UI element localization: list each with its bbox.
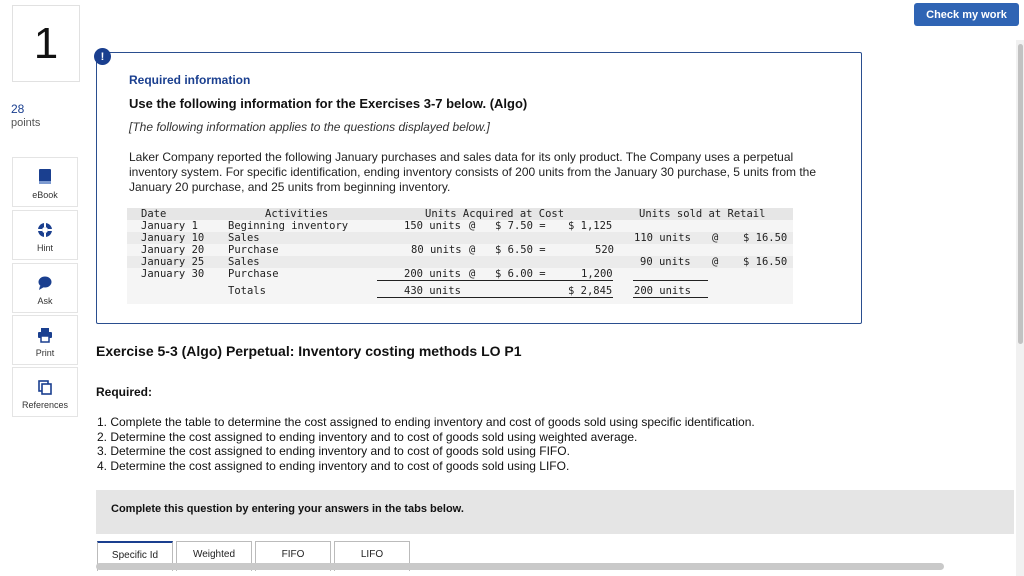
table-row-sold-at: @ — [712, 256, 719, 268]
header-activities: Activities — [265, 208, 329, 220]
table-row-activity: Beginning inventory — [228, 220, 349, 232]
table-row-sold-units: 90 units — [640, 256, 691, 268]
required-label: Required: — [96, 385, 153, 399]
table-row-acq-total: $ 1,125 — [568, 220, 613, 232]
references-label: References — [21, 400, 69, 410]
table-row-acq-total: 1,200 — [581, 268, 613, 280]
inventory-table — [127, 208, 793, 304]
lifebuoy-icon — [37, 221, 53, 239]
table-row-acq-cost: $ 6.00 = — [495, 268, 546, 280]
total-underline — [633, 297, 708, 298]
ebook-label: eBook — [32, 190, 58, 200]
points-label: points — [11, 117, 41, 129]
table-row-activity: Purchase — [228, 244, 279, 256]
table-row-acq-units: 150 units — [404, 220, 461, 232]
table-row-sold-at: @ — [712, 232, 719, 244]
table-row-sold-price: $ 16.50 — [743, 232, 788, 244]
table-row-sold-units: 110 units — [634, 232, 691, 244]
requirements-list — [97, 415, 755, 473]
table-row-acq-cost: $ 7.50 = — [495, 220, 546, 232]
points-value: 28 — [11, 102, 25, 116]
subtotal-underline — [633, 280, 708, 281]
table-row-activity: Purchase — [228, 268, 279, 280]
table-row-date: January 1 — [141, 220, 198, 232]
table-row-acq-at: @ — [469, 244, 476, 256]
complete-question-prompt: Complete this question by entering your answers in the tabs below. — [111, 503, 464, 515]
table-row-acq-cost: $ 6.50 = — [495, 244, 546, 256]
table-row-acq-at: @ — [469, 220, 476, 232]
totals-label: Totals — [228, 285, 266, 297]
table-row-acq-units: 200 units — [404, 268, 461, 280]
print-label: Print — [35, 348, 55, 358]
copy-files-icon — [37, 378, 53, 396]
tab-fifo[interactable]: FIFO — [255, 541, 331, 571]
total-underline — [377, 297, 613, 298]
subtotal-underline — [377, 280, 613, 281]
alert-badge: ! — [94, 48, 111, 65]
tab-specific-id[interactable]: Specific Id — [97, 541, 173, 571]
requirement-item: 2. Determine the cost assigned to ending inventory and to cost of goods sold using weighted average. — [97, 429, 638, 444]
exercise-title: Exercise 5-3 (Algo) Perpetual: Inventory costing methods LO P1 — [96, 343, 522, 359]
intro-paragraph: Laker Company reported the following January purchases and sales data for its only product. The Company uses a perpetual inventory system. For specific identification, ending inventory consists of 200 units from the January 30 purchase, 5 units from the January 20 purchase, and 25 units from beginning inventory. — [129, 150, 817, 194]
header-units-acquired: Units Acquired at Cost — [425, 208, 565, 220]
table-row-activity: Sales — [228, 232, 260, 244]
totals-acq-units: 430 units — [404, 285, 461, 297]
references-button[interactable] — [12, 367, 78, 417]
tab-weighted[interactable]: Weighted — [176, 541, 252, 571]
requirement-item: 4. Determine the cost assigned to ending inventory and to cost of goods sold using LIFO. — [97, 458, 570, 473]
print-button[interactable] — [12, 315, 78, 365]
question-number: 1 — [12, 5, 80, 82]
required-information-heading: Required information — [129, 73, 251, 87]
horizontal-scrollbar[interactable] — [96, 563, 944, 570]
table-row-date: January 20 — [141, 244, 205, 256]
table-row-activity: Sales — [228, 256, 260, 268]
requirement-item: 1. Complete the table to determine the cost assigned to ending inventory and cost of goods sold using specific identification. — [97, 415, 755, 429]
required-information-card — [96, 52, 862, 324]
complete-question-banner — [96, 490, 1014, 534]
requirement-item: 3. Determine the cost assigned to ending inventory and to cost of goods sold using FIFO. — [97, 444, 570, 459]
check-my-work-button[interactable]: Check my work — [914, 3, 1019, 26]
table-row-acq-total: 520 — [595, 244, 614, 256]
hint-label: Hint — [36, 243, 53, 253]
hint-button[interactable] — [12, 210, 78, 260]
totals-acq-total: $ 2,845 — [568, 285, 613, 297]
header-date: Date — [141, 208, 167, 220]
table-row-date: January 25 — [141, 256, 205, 268]
use-following-heading: Use the following information for the Exercises 3-7 below. (Algo) — [129, 96, 528, 111]
book-icon — [37, 168, 53, 186]
ask-button[interactable] — [12, 263, 78, 313]
ebook-button[interactable] — [12, 157, 78, 207]
totals-sold-units: 200 units — [634, 285, 691, 297]
ask-label: Ask — [37, 296, 53, 306]
table-row-acq-units: 80 units — [411, 244, 462, 256]
tab-lifo[interactable]: LIFO — [334, 541, 410, 571]
header-units-sold: Units sold at Retail — [639, 208, 766, 220]
printer-icon — [37, 326, 53, 344]
table-row-date: January 10 — [141, 232, 205, 244]
vertical-scrollbar-thumb[interactable] — [1018, 44, 1023, 344]
table-row-sold-price: $ 16.50 — [743, 256, 788, 268]
table-row-date: January 30 — [141, 268, 205, 280]
applies-note: [The following information applies to the questions displayed below.] — [129, 120, 490, 134]
chat-bubble-icon — [37, 274, 53, 292]
table-row-acq-at: @ — [469, 268, 476, 280]
